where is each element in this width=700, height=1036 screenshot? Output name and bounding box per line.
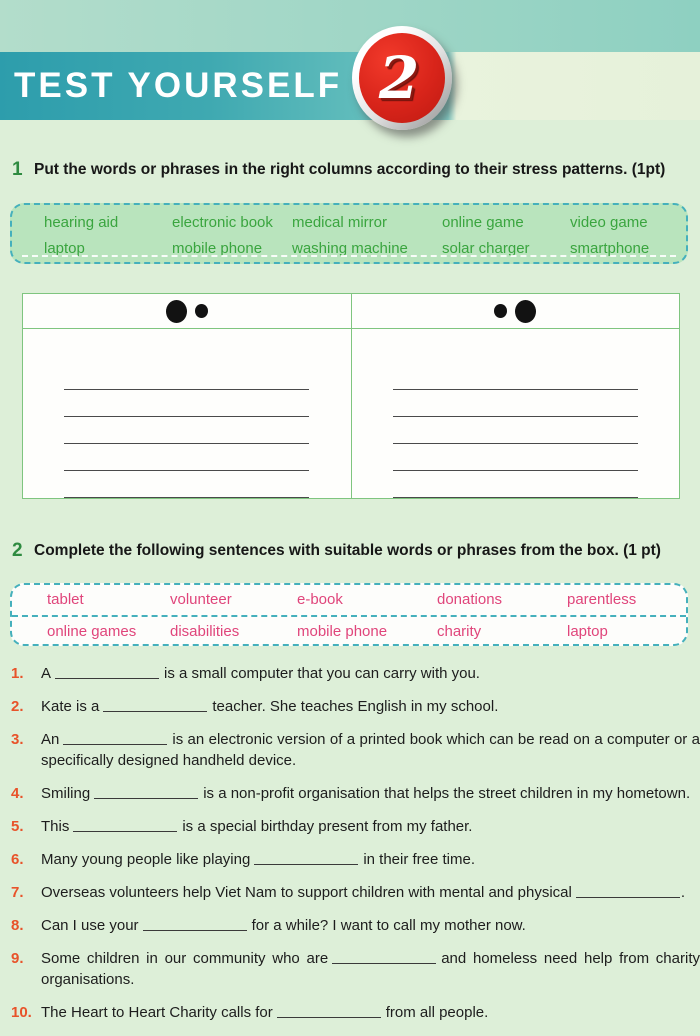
fill-in-blank [73,817,177,832]
sentence-before-blank: A [41,665,52,682]
answer-column-Oo [23,329,352,498]
answer-column-oO [352,329,680,498]
fill-in-blank [576,883,680,898]
sentence-before-blank: Can I use your [41,917,139,934]
sentence-8 [0,915,700,936]
sentence-number: 6. [11,851,24,868]
badge-number: 2 [378,44,420,112]
wordbox-word: disabilities [170,623,240,640]
sentence-number: 5. [11,818,24,835]
sentence-number: 2. [11,698,24,715]
badge-ring [352,26,452,130]
sentence-after-blank: in their free time. [363,851,476,868]
fill-in-blank [143,916,247,931]
fill-in-blank [277,1003,381,1018]
wordbox-word: laptop [567,623,608,640]
sentence-before-blank: This [41,818,70,835]
sentence-after-blank: from all people. [385,1004,489,1021]
sentence-text [41,1002,700,1023]
fill-in-blank [63,730,167,745]
sentence-number: 8. [11,917,24,934]
stress-pattern-Oo-icon [23,294,352,328]
wordbox-row [12,209,686,235]
wordbox-word: tablet [47,591,84,608]
sentence-after-blank: is an electronic version of a printed book which can be read on a computer or a specifically designed handheld device. [41,731,700,769]
question-2-wordbox [10,583,688,646]
sentence-before-blank: Some children in our community who are [41,950,329,967]
answer-line [393,390,638,417]
sentence-text [41,696,700,717]
stress-table-body [23,329,679,498]
sentence-before-blank: An [41,731,60,748]
answer-line [393,363,638,390]
sentence-number: 4. [11,785,24,802]
wordbox-word: electronic book [172,213,273,231]
wordbox-word: washing machine [292,239,408,257]
sentence-text [41,915,700,936]
question-1-wordbox [10,203,688,264]
wordbox-word: donations [437,591,503,608]
sentence-number: 1. [11,665,24,682]
wordbox-word: smartphone [570,239,650,257]
wordbox-word: online game [442,213,524,231]
fill-in-blank [254,850,358,865]
wordbox-word: medical mirror [292,213,388,231]
sentence-6 [0,849,700,870]
question-1-prompt: Put the words or phrases in the right columns according to their stress patterns. (1pt) [34,161,666,178]
wordbox-row [12,585,686,614]
sentence-before-blank: Overseas volunteers help Viet Nam to support children with mental and physical [41,884,572,901]
fill-in-blank [94,784,198,799]
wordbox-word: e-book [297,591,343,608]
sentence-after-blank: is a small computer that you can carry with you. [164,665,480,682]
wordbox-word: mobile phone [297,623,388,640]
answer-line [64,417,309,444]
sentence-list [0,663,700,1035]
sentence-text [41,663,700,684]
answer-line [393,444,638,471]
sentence-text [41,849,700,870]
answer-line [393,417,638,444]
sentence-number: 7. [11,884,24,901]
sentence-text [41,729,700,771]
sentence-5 [0,816,700,837]
stress-pattern-table [22,293,680,499]
answer-line [64,390,309,417]
fill-in-blank [103,697,207,712]
wordbox-row-divider [12,615,686,617]
sentence-9 [0,948,700,990]
wordbox-row [12,235,686,261]
sentence-text [41,948,700,990]
answer-line [64,471,309,498]
wordbox-word: hearing aid [44,213,119,231]
answer-line [393,471,638,498]
question-2-heading [12,541,692,561]
sentence-text [41,816,700,837]
small-dot-icon [494,304,507,318]
sentence-1 [0,663,700,684]
sentence-before-blank: The Heart to Heart Charity calls for [41,1004,273,1021]
sentence-4 [0,783,700,804]
sentence-after-blank: for a while? I want to call my mother now. [251,917,526,934]
sentence-number: 10. [11,1004,32,1021]
question-2-prompt: Complete the following sentences with suitable words or phrases from the box. (1 pt) [34,542,661,559]
sentence-after-blank: teacher. She teaches English in my school. [212,698,499,715]
small-dot-icon [195,304,208,318]
page-title: TEST YOURSELF [14,66,343,105]
badge-red-circle [359,33,445,123]
fill-in-blank [332,949,436,964]
unit-number-badge [352,26,458,132]
sentence-number: 3. [11,731,24,748]
sentence-after-blank: and homeless need help from charity organisations. [41,950,700,988]
sentence-2 [0,696,700,717]
sentence-before-blank: Kate is a [41,698,100,715]
sentence-3 [0,729,700,771]
sentence-7 [0,882,700,903]
sentence-before-blank: Many young people like playing [41,851,251,868]
question-2-number: 2 [12,540,23,561]
sentence-10 [0,1002,700,1023]
big-dot-icon [166,300,187,323]
sentence-before-blank: Smiling [41,785,91,802]
sentence-text [41,882,700,903]
question-1-number: 1 [12,159,23,180]
wordbox-word: online games [47,623,137,640]
big-dot-icon [515,300,536,323]
wordbox-word: charity [437,623,482,640]
wordbox-row [12,617,686,646]
wordbox-word: mobile phone [172,239,263,257]
stress-pattern-oO-icon [352,294,680,328]
fill-in-blank [55,664,159,679]
answer-line [64,363,309,390]
wordbox-word: solar charger [442,239,530,257]
wordbox-word: volunteer [170,591,232,608]
stress-table-header [23,294,679,329]
top-aqua-strip [0,0,700,52]
question-1-heading [12,160,692,180]
sentence-number: 9. [11,950,24,967]
wordbox-word: video game [570,213,648,231]
sentence-after-blank: is a special birthday present from my father. [182,818,473,835]
wordbox-word: laptop [44,239,85,257]
wordbox-word: parentless [567,591,637,608]
sentence-after-blank: is a non-profit organisation that helps the street children in my hometown. [203,785,691,802]
sentence-text [41,783,700,804]
sentence-after-blank: . [680,884,686,901]
answer-line [64,444,309,471]
wordbox-inner-dashed-line [22,255,676,257]
